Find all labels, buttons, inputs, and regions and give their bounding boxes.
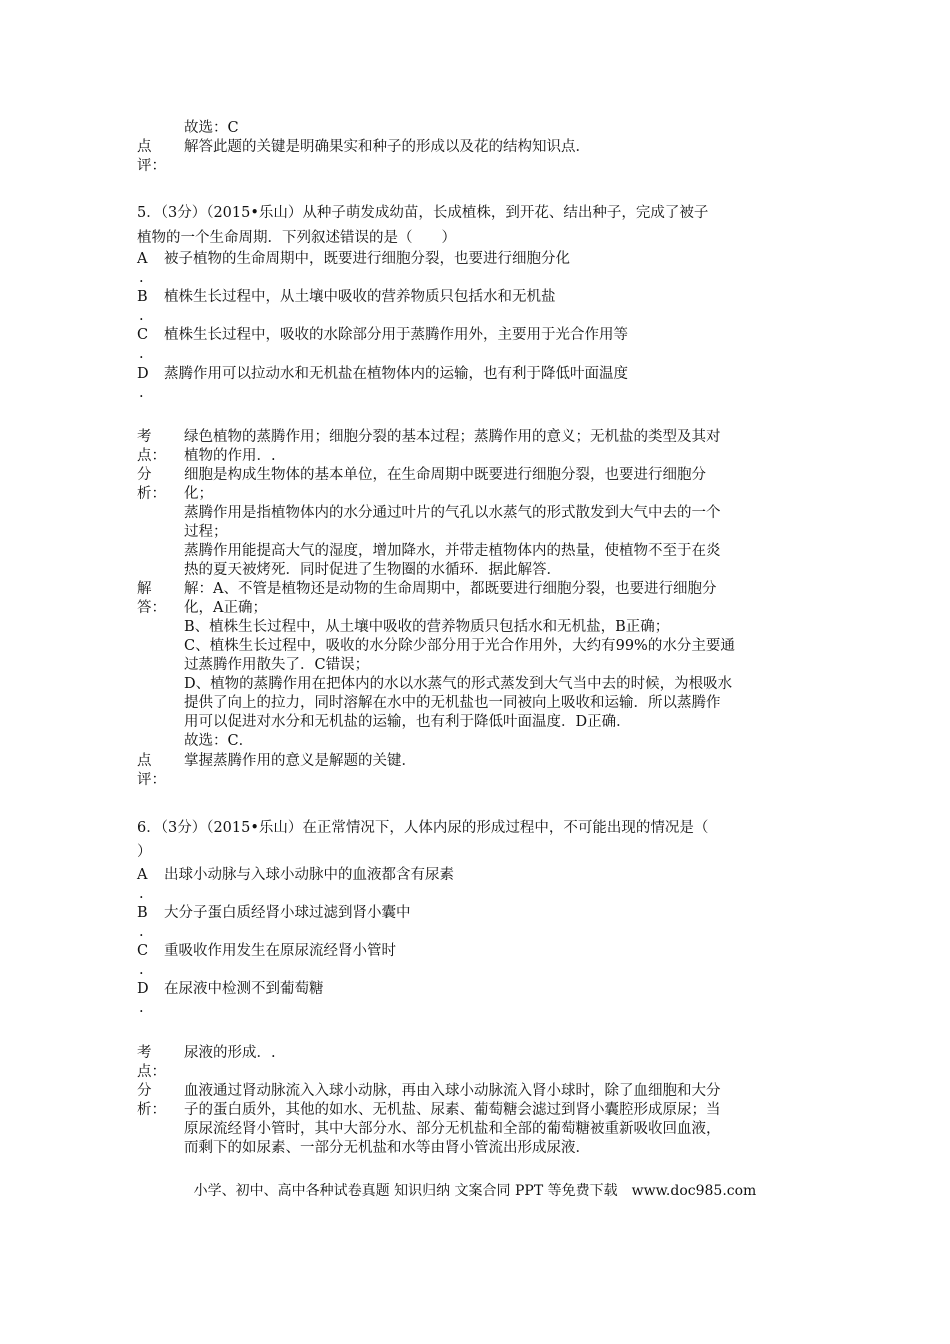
prev-comment-label-2: 评： — [137, 158, 166, 174]
prev-comment-text: 解答此题的关键是明确果实和种子的形成以及花的结构知识点． — [184, 139, 590, 155]
q5-option-a-letter: A — [137, 251, 148, 267]
q6-fx-line: 原尿流经肾小管时，其中大部分水、部分无机盐和全部的葡萄糖被重新吸收回血液， — [184, 1121, 721, 1137]
q6-option-b-text: 大分子蛋白质经肾小球过滤到肾小囊中 — [164, 905, 411, 921]
q5-dp-label-2: 评： — [137, 772, 166, 788]
q6-fx-line: 血液通过肾动脉流入入球小动脉，再由入球小动脉流入肾小球时，除了血细胞和大分 — [184, 1083, 721, 1099]
q5-dp-label-1: 点 — [137, 753, 152, 769]
q5-dp-text: 掌握蒸腾作用的意义是解题的关键． — [184, 753, 416, 769]
q5-option-b-dot: . — [139, 308, 144, 324]
q6-kd-label-1: 考 — [137, 1045, 152, 1061]
q5-option-b-text: 植株生长过程中，从土壤中吸收的营养物质只包括水和无机盐 — [164, 289, 556, 305]
q6-option-b-dot: . — [139, 924, 144, 940]
q5-option-d-text: 蒸腾作用可以拉动水和无机盐在植物体内的运输，也有利于降低叶面温度 — [164, 366, 628, 382]
q5-kd-label-1: 考 — [137, 429, 152, 445]
q5-jd-line: 故选：C． — [184, 733, 254, 749]
q5-jd-line: 化，A正确； — [184, 600, 267, 616]
q5-jd-line: 过蒸腾作用散失了．C错误； — [184, 657, 370, 673]
q5-option-d-dot: . — [139, 385, 144, 401]
q6-stem-line2: ） — [137, 844, 152, 860]
q6-option-a-dot: . — [139, 886, 144, 902]
q6-option-a-letter: A — [137, 867, 148, 883]
q6-option-d-dot: . — [139, 1000, 144, 1016]
prev-answer: 故选：C — [184, 120, 239, 136]
q5-option-a-text: 被子植物的生命周期中，既要进行细胞分裂，也要进行细胞分化 — [164, 251, 570, 267]
q5-fx-line: 过程； — [184, 524, 228, 540]
q5-jd-line: 解：A、不管是植物还是动物的生命周期中，都既要进行细胞分裂，也要进行细胞分 — [184, 581, 717, 597]
q5-kd-label-2: 点： — [137, 448, 166, 464]
q5-option-d-letter: D — [137, 366, 149, 382]
q6-option-d-text: 在尿液中检测不到葡萄糖 — [164, 981, 324, 997]
q5-fx-line: 热的夏天被烤死．同时促进了生物圈的水循环．据此解答． — [184, 562, 561, 578]
q5-fx-label-2: 析： — [137, 486, 166, 502]
q5-option-c-text: 植株生长过程中，吸收的水除部分用于蒸腾作用外，主要用于光合作用等 — [164, 327, 628, 343]
q5-stem-line1: 5．（3分）（2015•乐山）从种子萌发成幼苗，长成植株，到开花、结出种子，完成了被子 — [137, 205, 709, 221]
page-footer: 小学、初中、高中各种试卷真题 知识归纳 文案合同 PPT 等免费下载 www.doc985.com — [193, 1183, 757, 1199]
prev-comment-label: 点 — [137, 139, 152, 155]
q5-jd-line: 用可以促进对水分和无机盐的运输，也有利于降低叶面温度．D正确． — [184, 714, 631, 730]
q5-option-c-dot: . — [139, 346, 144, 362]
q5-jd-line: 提供了向上的拉力，同时溶解在水中的无机盐也一同被向上吸收和运输．所以蒸腾作 — [184, 695, 721, 711]
q5-fx-line: 化； — [184, 486, 213, 502]
q6-fx-label-1: 分 — [137, 1083, 152, 1099]
q6-kd-text: 尿液的形成．. — [184, 1045, 276, 1061]
q5-kd-line: 植物的作用．. — [184, 448, 276, 464]
q6-option-d-letter: D — [137, 981, 149, 997]
q5-option-a-dot: . — [139, 270, 144, 286]
q6-kd-label-2: 点： — [137, 1064, 166, 1080]
q5-fx-line: 蒸腾作用能提高大气的湿度，增加降水，并带走植物体内的热量，使植物不至于在炎 — [184, 543, 721, 559]
q6-fx-line: 子的蛋白质外，其他的如水、无机盐、尿素、葡萄糖会滤过到肾小囊腔形成原尿；当 — [184, 1102, 721, 1118]
q5-fx-line: 细胞是构成生物体的基本单位，在生命周期中既要进行细胞分裂，也要进行细胞分 — [184, 467, 706, 483]
q6-fx-line: 而剩下的如尿素、一部分无机盐和水等由肾小管流出形成尿液． — [184, 1140, 590, 1156]
q6-option-c-letter: C — [137, 943, 149, 959]
q6-stem-line1: 6．（3分）（2015•乐山）在正常情况下，人体内尿的形成过程中，不可能出现的情况是（ — [137, 820, 709, 836]
q5-stem-line2: 植物的一个生命周期．下列叙述错误的是（ ） — [137, 230, 456, 246]
q6-option-b-letter: B — [137, 905, 148, 921]
q5-jd-label-2: 答： — [137, 600, 166, 616]
q5-fx-line: 蒸腾作用是指植物体内的水分通过叶片的气孔以水蒸气的形式散发到大气中去的一个 — [184, 505, 721, 521]
q5-option-c-letter: C — [137, 327, 149, 343]
q5-kd-line: 绿色植物的蒸腾作用；细胞分裂的基本过程；蒸腾作用的意义；无机盐的类型及其对 — [184, 429, 721, 445]
q5-jd-line: D、植物的蒸腾作用在把体内的水以水蒸气的形式蒸发到大气当中去的时候，为根吸水 — [184, 676, 733, 692]
q5-option-b-letter: B — [137, 289, 148, 305]
q5-fx-label-1: 分 — [137, 467, 152, 483]
q6-option-c-text: 重吸收作用发生在原尿流经肾小管时 — [164, 943, 396, 959]
q6-fx-label-2: 析： — [137, 1102, 166, 1118]
q5-jd-line: B、植株生长过程中，从土壤中吸收的营养物质只包括水和无机盐，B正确； — [184, 619, 670, 635]
q6-option-c-dot: . — [139, 962, 144, 978]
q6-option-a-text: 出球小动脉与入球小动脉中的血液都含有尿素 — [164, 867, 454, 883]
q5-jd-label-1: 解 — [137, 581, 152, 597]
q5-jd-line: C、植株生长过程中，吸收的水分除少部分用于光合作用外，大约有99%的水分主要通 — [184, 638, 735, 654]
